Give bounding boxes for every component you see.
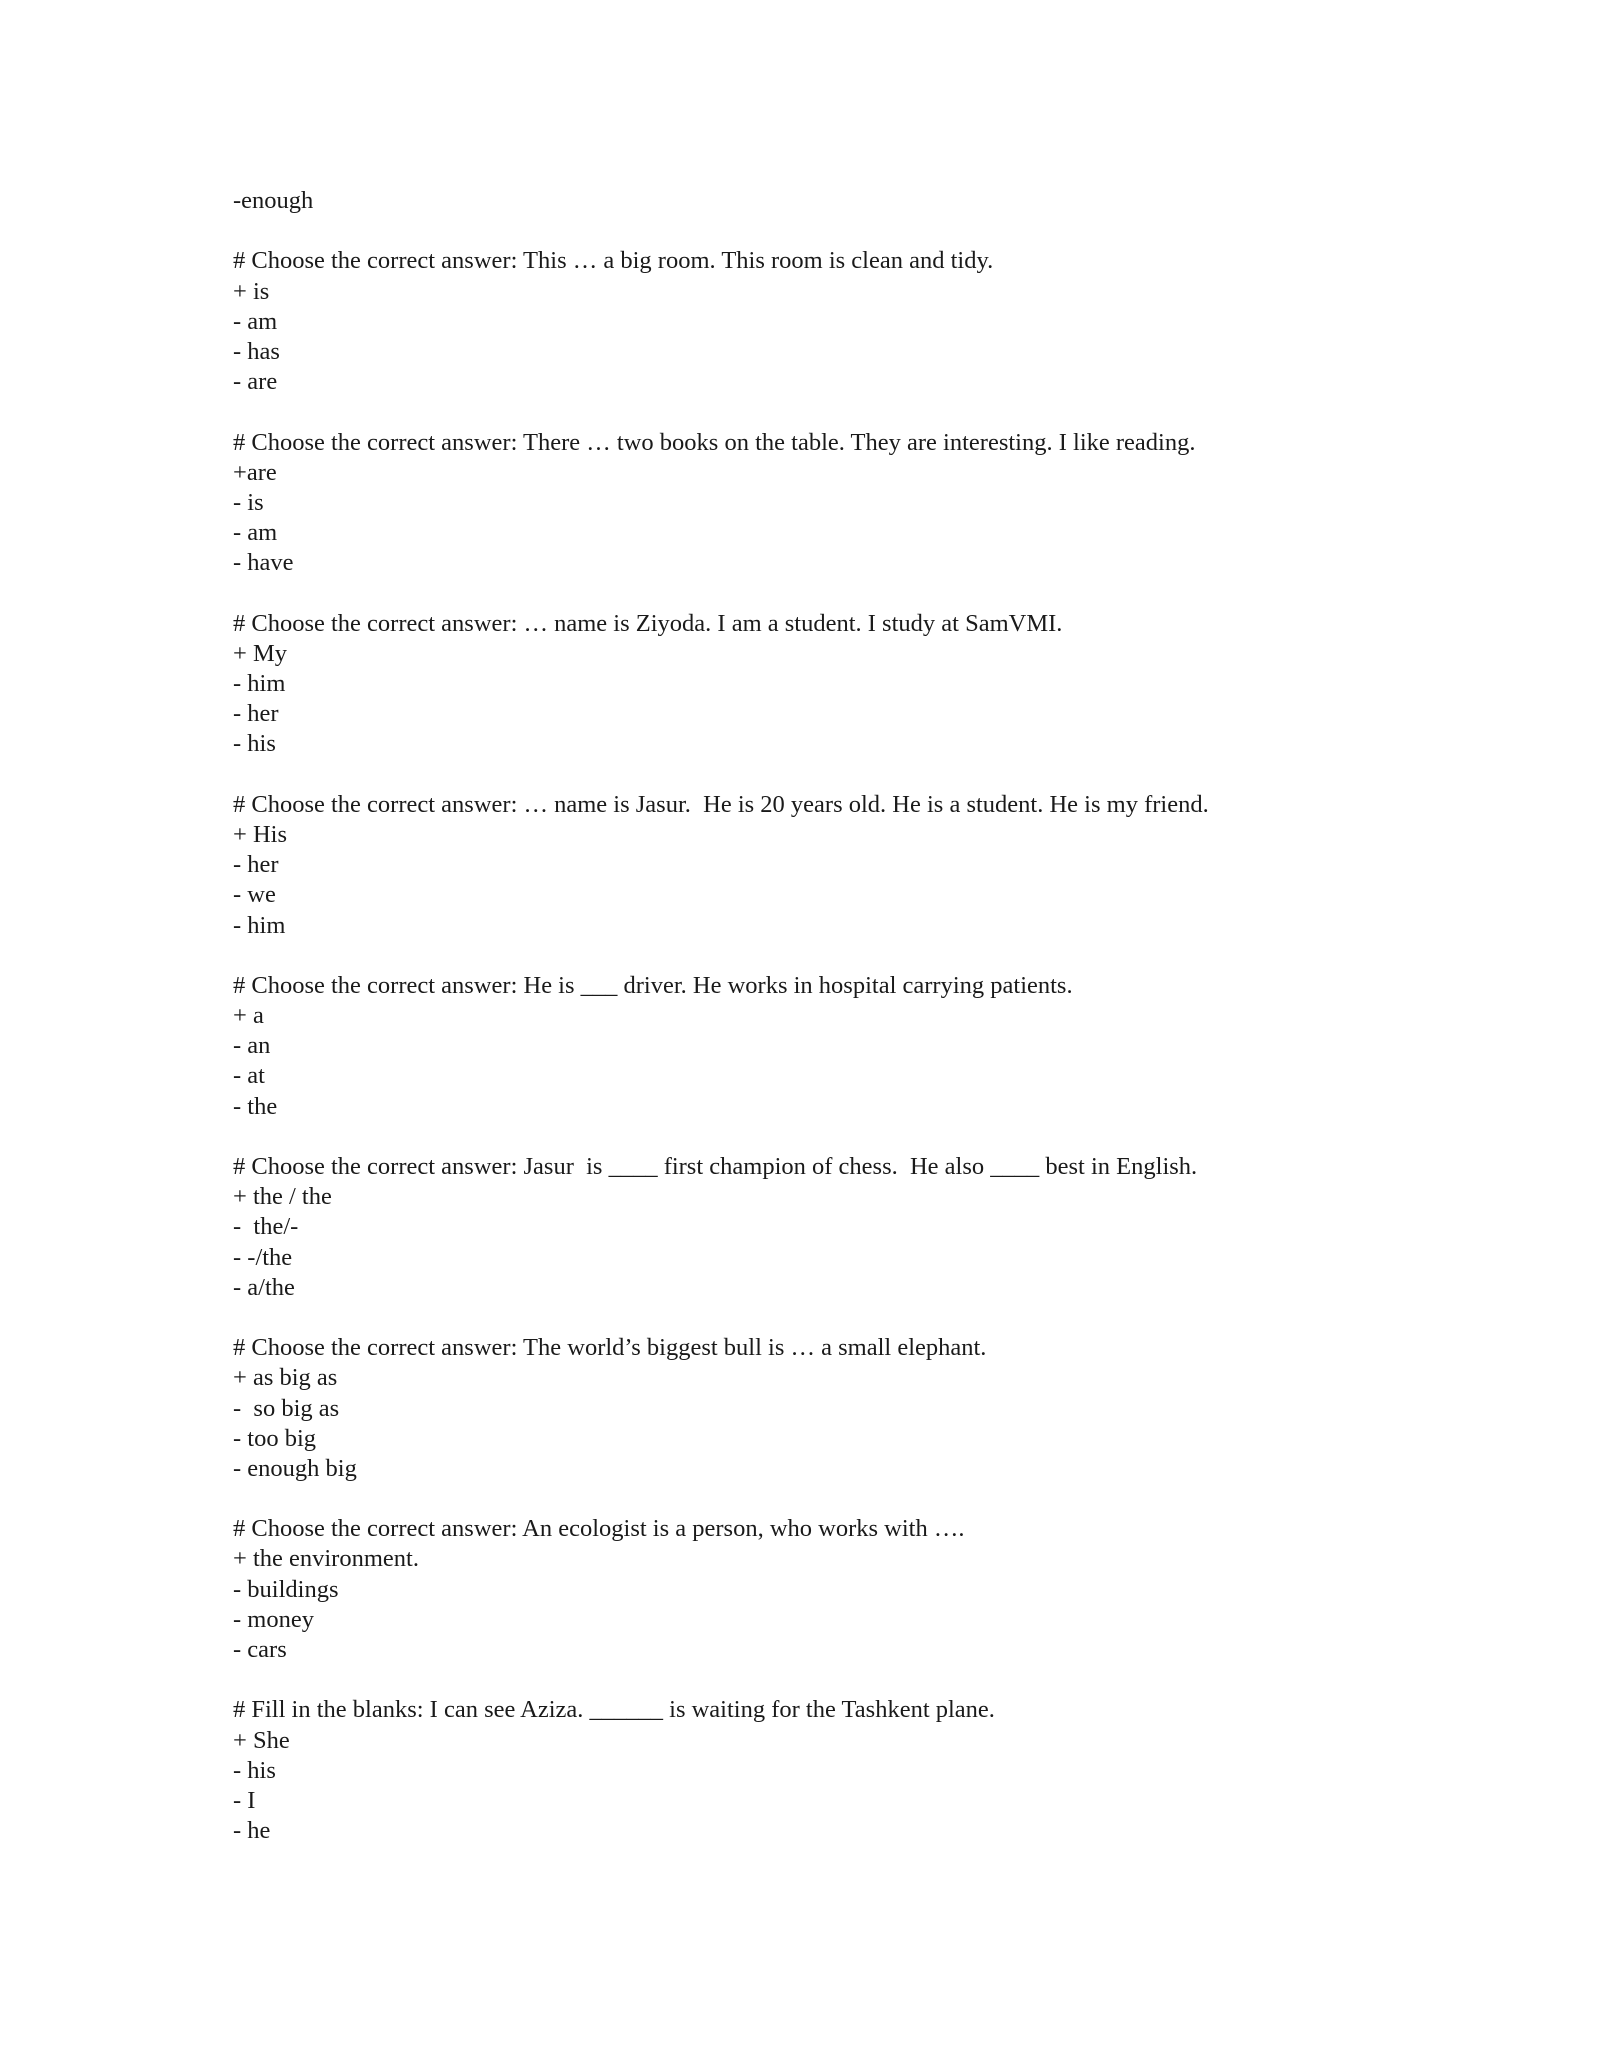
question-prompt: # Choose the correct answer: There … two books on the table. They are interesting. I like reading. [233, 428, 1196, 456]
answer-option: - am [233, 307, 278, 335]
correct-answer-option: + She [233, 1726, 290, 1754]
question-block [233, 1695, 1433, 1846]
answer-option: - her [233, 851, 279, 879]
question-prompt: # Choose the correct answer: An ecologist is a person, who works with …. [233, 1515, 965, 1543]
question-prompt: # Choose the correct answer: He is ___ driver. He works in hospital carrying patients. [233, 971, 1073, 999]
answer-option: - have [233, 549, 294, 577]
answer-option: - his [233, 1756, 276, 1784]
correct-answer-option: + My [233, 639, 287, 667]
answer-option: - is [233, 488, 264, 516]
answer-option: - the [233, 1092, 278, 1120]
answer-option: - are [233, 368, 278, 396]
correct-answer-option: + His [233, 820, 287, 848]
answer-option: - him [233, 911, 286, 939]
correct-answer-option: +are [233, 458, 277, 486]
question-block [233, 246, 1433, 397]
answer-option: - the/- [233, 1213, 299, 1241]
answer-option: - him [233, 670, 286, 697]
question-block [233, 1333, 1433, 1484]
answer-option: - too big [233, 1424, 317, 1452]
answer-option: - has [233, 337, 280, 365]
question-prompt: # Choose the correct answer: This … a big room. This room is clean and tidy. [233, 247, 994, 275]
answer-option: - buildings [233, 1575, 339, 1603]
answer-option: - an [233, 1032, 271, 1060]
answer-option: - his [233, 730, 276, 758]
question-block [233, 609, 1433, 760]
answer-option: - he [233, 1817, 271, 1845]
question-block [233, 971, 1433, 1122]
answer-option: - money [233, 1605, 314, 1633]
question-prompt: # Choose the correct answer: … name is Jasur. He is 20 years old. He is a student. He is my friend. [233, 790, 1209, 818]
answer-option: - at [233, 1062, 265, 1090]
answer-option: - her [233, 700, 279, 728]
correct-answer-option: + a [233, 1002, 264, 1030]
question-prompt: # Choose the correct answer: Jasur is ____ first champion of chess. He also ____ best in English. [233, 1153, 1198, 1180]
answer-option: - -/the [233, 1243, 293, 1271]
answer-option: - a/the [233, 1273, 295, 1301]
question-prompt: # Fill in the blanks: I can see Aziza. ______ is waiting for the Tashkent plane. [233, 1696, 995, 1724]
correct-answer-option: + as big as [233, 1364, 338, 1392]
answer-option: - am [233, 519, 278, 547]
question-list [233, 246, 1433, 1846]
answer-option: - I [233, 1786, 256, 1814]
answer-option: - enough big [233, 1454, 357, 1482]
answer-option: - so big as [233, 1394, 340, 1422]
question-block [233, 790, 1433, 941]
leading-line: -enough [233, 187, 314, 214]
document-page [233, 186, 1433, 1846]
question-prompt: # Choose the correct answer: … name is Ziyoda. I am a student. I study at SamVMI. [233, 609, 1063, 637]
question-block [233, 1514, 1433, 1665]
question-block [233, 428, 1433, 579]
correct-answer-option: + the / the [233, 1183, 332, 1211]
answer-option: - cars [233, 1636, 287, 1663]
correct-answer-option: + is [233, 277, 270, 305]
correct-answer-option: + the environment. [233, 1545, 419, 1573]
answer-option: - we [233, 881, 276, 909]
question-prompt: # Choose the correct answer: The world’s biggest bull is … a small elephant. [233, 1334, 987, 1362]
question-block [233, 1152, 1433, 1303]
